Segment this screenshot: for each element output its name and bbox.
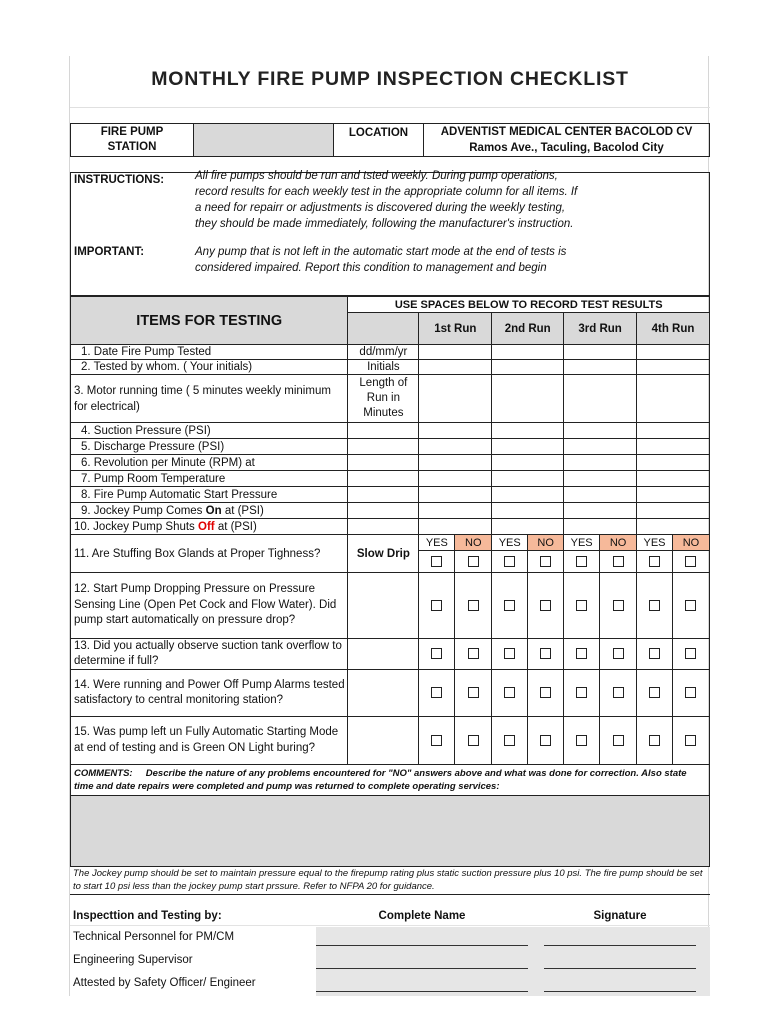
results-header: USE SPACES BELOW TO RECORD TEST RESULTS: [348, 297, 710, 313]
signoff-header: Inspecttion and Testing by:: [73, 910, 222, 922]
run-1-entry[interactable]: [419, 487, 492, 503]
yes-checkbox[interactable]: [649, 600, 660, 611]
yes-checkbox[interactable]: [504, 648, 515, 659]
run-3-entry[interactable]: [564, 439, 637, 455]
run-1-entry[interactable]: [419, 423, 492, 439]
run-1-entry[interactable]: [419, 503, 492, 519]
unit-header-cell: [348, 313, 419, 345]
yes-cell: [564, 573, 600, 639]
signoff-section: [70, 906, 710, 996]
run-2-entry[interactable]: [492, 439, 564, 455]
item-unit: [348, 455, 419, 471]
run-2-entry[interactable]: [492, 360, 564, 375]
signoff-fill-area: [316, 927, 710, 996]
comments-header: [71, 765, 710, 796]
run-2-entry[interactable]: [492, 519, 564, 535]
no-checkbox[interactable]: [540, 600, 551, 611]
run-2-entry[interactable]: [492, 455, 564, 471]
station-value-field[interactable]: [194, 124, 334, 157]
item-label: 1. Date Fire Pump Tested: [71, 345, 348, 360]
yes-checkbox[interactable]: [576, 600, 587, 611]
page-title: MONTHLY FIRE PUMP INSPECTION CHECKLIST: [151, 68, 629, 90]
role-label: Attested by Safety Officer/ Engineer: [73, 977, 256, 989]
no-cell: [528, 573, 564, 639]
run-3-entry[interactable]: [564, 455, 637, 471]
yes-cell: [564, 670, 600, 717]
item-label-pre: 9. Jockey Pump Comes: [81, 504, 206, 517]
item-unit: Length of Run in Minutes: [348, 375, 419, 423]
run-2-entry[interactable]: [492, 487, 564, 503]
item-unit: Slow Drip: [348, 535, 419, 573]
no-cell: [528, 717, 564, 765]
run-3-entry[interactable]: [564, 471, 637, 487]
important-label: IMPORTANT:: [74, 246, 145, 258]
no-checkbox[interactable]: [540, 735, 551, 746]
no-cell: [672, 551, 709, 573]
run-1-header: 1st Run: [419, 313, 492, 345]
run-4-entry[interactable]: [637, 345, 710, 360]
station-table: [70, 123, 710, 157]
run-3-entry[interactable]: [564, 503, 637, 519]
yes-checkbox[interactable]: [576, 556, 587, 567]
no-checkbox[interactable]: [685, 648, 696, 659]
yes-checkbox[interactable]: [649, 648, 660, 659]
item-unit: [348, 519, 419, 535]
run-4-header: 4th Run: [637, 313, 710, 345]
yes-cell: [492, 670, 528, 717]
yes-cell: [492, 551, 528, 573]
no-checkbox[interactable]: [540, 556, 551, 567]
yes-cell: [492, 717, 528, 765]
run-4-entry[interactable]: [637, 471, 710, 487]
yes-checkbox[interactable]: [431, 687, 442, 698]
item-unit: [348, 423, 419, 439]
run-4-entry[interactable]: [637, 503, 710, 519]
item-label: 12. Start Pump Dropping Pressure on Pressure Sensing Line (Open Pet Cock and Flow Water). Did pump start automatically on pressure drop?: [71, 573, 348, 639]
item-label: 8. Fire Pump Automatic Start Pressure: [71, 487, 348, 503]
item-label: 3. Motor running time ( 5 minutes weekly minimum for electrical): [71, 375, 348, 423]
comments-label: COMMENTS:: [74, 768, 133, 779]
no-cell: [455, 670, 492, 717]
station-label: [71, 124, 194, 157]
item-unit: [348, 573, 419, 639]
yes-cell: [419, 670, 455, 717]
yes-cell: [419, 573, 455, 639]
yes-cell: [564, 551, 600, 573]
yes-header: YES: [564, 535, 600, 551]
yes-header: YES: [637, 535, 673, 551]
no-cell: [600, 573, 637, 639]
signature-header: Signature: [593, 910, 647, 922]
no-cell: [600, 670, 637, 717]
no-header: NO: [455, 535, 492, 551]
run-1-entry[interactable]: [419, 439, 492, 455]
run-3-entry[interactable]: [564, 360, 637, 375]
instructions-line: a need for repairr or adjustments is discovered during the weekly testing,: [195, 202, 566, 214]
run-2-entry[interactable]: [492, 375, 564, 423]
no-checkbox[interactable]: [613, 556, 624, 567]
signature-line[interactable]: [544, 991, 696, 992]
item-unit: [348, 471, 419, 487]
no-cell: [528, 639, 564, 670]
run-2-entry[interactable]: [492, 503, 564, 519]
yes-header: YES: [492, 535, 528, 551]
location-value: [424, 124, 710, 157]
run-3-entry[interactable]: [564, 345, 637, 360]
no-cell: [600, 717, 637, 765]
no-cell: [455, 573, 492, 639]
run-2-entry[interactable]: [492, 345, 564, 360]
no-checkbox[interactable]: [613, 735, 624, 746]
role-label: Technical Personnel for PM/CM: [73, 931, 235, 943]
instructions-label: INSTRUCTIONS:: [74, 174, 165, 186]
yes-checkbox[interactable]: [649, 735, 660, 746]
item-unit: [348, 717, 419, 765]
yes-cell: [564, 639, 600, 670]
instructions-line: record results for each weekly test in the appropriate column for all items. If: [195, 186, 578, 198]
run-4-entry[interactable]: [637, 375, 710, 423]
signature-line[interactable]: [544, 945, 696, 946]
yes-cell: [637, 573, 673, 639]
no-checkbox[interactable]: [468, 648, 479, 659]
station-label-line1: FIRE PUMP: [100, 126, 164, 138]
name-line[interactable]: [316, 945, 528, 946]
run-2-entry[interactable]: [492, 471, 564, 487]
no-checkbox[interactable]: [613, 600, 624, 611]
yes-checkbox[interactable]: [431, 556, 442, 567]
no-cell: [672, 670, 709, 717]
no-checkbox[interactable]: [613, 648, 624, 659]
yes-cell: [419, 639, 455, 670]
item-unit: [348, 503, 419, 519]
jockey-pump-note-text: The Jockey pump should be set to maintain pressure equal to the firepump rating plus static suction pressure plus 10 psi. The fire pump should be set to start 10 psi less than the jockey pump start prssure. Refer to NFPA 20 for guidance.: [73, 868, 703, 892]
yes-checkbox[interactable]: [576, 687, 587, 698]
item-label-post: at (PSI): [221, 504, 264, 517]
item-label: 5. Discharge Pressure (PSI): [71, 439, 348, 455]
run-3-entry[interactable]: [564, 487, 637, 503]
no-checkbox[interactable]: [685, 735, 696, 746]
run-4-entry[interactable]: [637, 487, 710, 503]
yes-cell: [419, 717, 455, 765]
item-unit: [348, 487, 419, 503]
no-cell: [672, 717, 709, 765]
signature-line[interactable]: [544, 968, 696, 969]
item-label-pre: 10. Jockey Pump Shuts: [74, 520, 199, 533]
no-cell: [672, 639, 709, 670]
important-line: Any pump that is not left in the automatic start mode at the end of tests is: [195, 246, 567, 258]
no-cell: [672, 573, 709, 639]
comments-textarea[interactable]: [71, 796, 710, 867]
item-label: 13. Did you actually observe suction tank overflow to determine if full?: [71, 639, 348, 670]
item-label: 11. Are Stuffing Box Glands at Proper Tighness?: [71, 535, 348, 573]
complete-name-header: Complete Name: [378, 910, 466, 922]
run-3-header: 3rd Run: [564, 313, 637, 345]
yes-checkbox[interactable]: [649, 556, 660, 567]
yes-checkbox[interactable]: [576, 648, 587, 659]
station-label-line2: STATION: [107, 141, 157, 153]
no-checkbox[interactable]: [613, 687, 624, 698]
run-3-entry[interactable]: [564, 375, 637, 423]
item-label: 15. Was pump left un Fully Automatic Starting Mode at end of testing and is Green ON Light buring?: [71, 717, 348, 765]
item-label-emph: On: [205, 504, 222, 517]
item-label: 6. Revolution per Minute (RPM) at: [71, 455, 348, 471]
item-label: 7. Pump Room Temperature: [71, 471, 348, 487]
run-4-entry[interactable]: [637, 519, 710, 535]
yes-checkbox[interactable]: [504, 556, 515, 567]
item-label: 4. Suction Pressure (PSI): [71, 423, 348, 439]
important-text: [195, 244, 695, 276]
no-header: NO: [600, 535, 637, 551]
location-line1: ADVENTIST MEDICAL CENTER BACOLOD CV: [440, 126, 693, 138]
no-cell: [528, 551, 564, 573]
title-divider: [70, 107, 710, 108]
no-checkbox[interactable]: [540, 648, 551, 659]
item-unit: dd/mm/yr: [348, 345, 419, 360]
yes-cell: [564, 717, 600, 765]
run-1-entry[interactable]: [419, 360, 492, 375]
item-label: 2. Tested by whom. ( Your initials): [71, 360, 348, 375]
no-header: NO: [528, 535, 564, 551]
comments-instructions: Describe the nature of any problems encountered for "NO" answers above and what was done for correction. Also state time and date repairs were completed and pump was returned to complete operating services:: [74, 768, 687, 792]
test-results-table: [70, 296, 710, 867]
yes-checkbox[interactable]: [649, 687, 660, 698]
no-cell: [528, 670, 564, 717]
no-checkbox[interactable]: [685, 556, 696, 567]
no-checkbox[interactable]: [468, 687, 479, 698]
jockey-pump-note: [70, 865, 710, 895]
checklist-sheet: [69, 56, 709, 996]
run-1-entry[interactable]: [419, 375, 492, 423]
no-cell: [600, 551, 637, 573]
yes-cell: [419, 551, 455, 573]
run-1-entry[interactable]: [419, 345, 492, 360]
item-unit: [348, 439, 419, 455]
no-cell: [455, 639, 492, 670]
location-line2: Ramos Ave., Taculing, Bacolod City: [469, 142, 664, 154]
instructions-box: [70, 172, 710, 296]
no-cell: [455, 717, 492, 765]
role-label: Engineering Supervisor: [73, 954, 193, 966]
yes-checkbox[interactable]: [431, 600, 442, 611]
no-checkbox[interactable]: [468, 600, 479, 611]
location-label: LOCATION: [334, 124, 424, 157]
run-2-header: 2nd Run: [492, 313, 564, 345]
instructions-line: they should be made immediately, following the manufacturer's instruction.: [195, 218, 574, 230]
item-label: [71, 503, 348, 519]
no-checkbox[interactable]: [468, 556, 479, 567]
yes-cell: [637, 717, 673, 765]
item-unit: [348, 670, 419, 717]
run-1-entry[interactable]: [419, 519, 492, 535]
name-line[interactable]: [316, 991, 528, 992]
run-3-entry[interactable]: [564, 519, 637, 535]
item-unit: Initials: [348, 360, 419, 375]
no-cell: [600, 639, 637, 670]
yes-checkbox[interactable]: [576, 735, 587, 746]
yes-checkbox[interactable]: [504, 600, 515, 611]
instructions-line: All fire pumps should be run and tsted weekly. During pump operations,: [195, 170, 558, 182]
run-4-entry[interactable]: [637, 360, 710, 375]
item-label: 14. Were running and Power Off Pump Alarms tested satisfactory to central monitoring station?: [71, 670, 348, 717]
run-1-entry[interactable]: [419, 455, 492, 471]
no-header: NO: [672, 535, 709, 551]
no-checkbox[interactable]: [468, 735, 479, 746]
yes-checkbox[interactable]: [431, 735, 442, 746]
no-cell: [455, 551, 492, 573]
run-4-entry[interactable]: [637, 439, 710, 455]
run-2-entry[interactable]: [492, 423, 564, 439]
run-1-entry[interactable]: [419, 471, 492, 487]
yes-header: YES: [419, 535, 455, 551]
yes-checkbox[interactable]: [504, 735, 515, 746]
item-unit: [348, 639, 419, 670]
yes-cell: [492, 639, 528, 670]
yes-cell: [637, 551, 673, 573]
yes-cell: [637, 639, 673, 670]
yes-cell: [637, 670, 673, 717]
important-line: considered impaired. Report this condition to management and begin: [195, 262, 547, 274]
name-line[interactable]: [316, 968, 528, 969]
yes-checkbox[interactable]: [431, 648, 442, 659]
instructions-text: [195, 168, 695, 232]
no-checkbox[interactable]: [540, 687, 551, 698]
run-4-entry[interactable]: [637, 423, 710, 439]
run-4-entry[interactable]: [637, 455, 710, 471]
yes-cell: [492, 573, 528, 639]
item-label-emph: Off: [198, 520, 215, 533]
item-label: [71, 519, 348, 535]
no-checkbox[interactable]: [685, 600, 696, 611]
items-for-testing-header: ITEMS FOR TESTING: [71, 297, 348, 345]
no-checkbox[interactable]: [685, 687, 696, 698]
item-label-post: at (PSI): [214, 520, 257, 533]
run-3-entry[interactable]: [564, 423, 637, 439]
yes-checkbox[interactable]: [504, 687, 515, 698]
